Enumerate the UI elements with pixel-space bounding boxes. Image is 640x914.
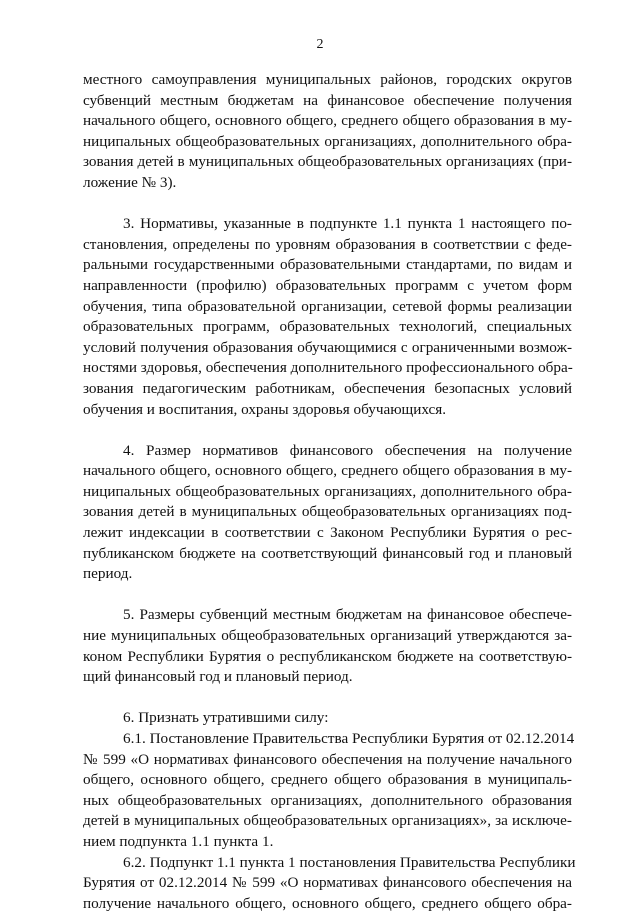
- text-line: ных общеобразовательных организациях, дополнительного образования: [83, 791, 572, 809]
- text-line: период.: [83, 565, 133, 583]
- text-line: обучения, типа образовательной организации, сетевой формы реализации: [83, 297, 572, 315]
- text-line: лежит индексации в соответствии с Законом Республики Бурятия о рес-: [83, 524, 572, 542]
- text-line: общего, основного общего, среднего общего образования в муниципаль-: [83, 771, 572, 789]
- text-line: ральными государственными образовательными стандартами, по видам и: [83, 256, 572, 274]
- text-line: становления, определены по уровням образования в соответствии с феде-: [83, 235, 572, 253]
- text-line: зования детей в муниципальных общеобразовательных организациях под-: [83, 503, 572, 521]
- text-line: 3. Нормативы, указанные в подпункте 1.1 пункта 1 настоящего по-: [123, 215, 572, 233]
- document-body: [83, 70, 576, 914]
- text-line: 4. Размер нормативов финансового обеспечения на получение: [123, 441, 572, 459]
- paragraph-item-5: [83, 605, 572, 687]
- text-line: 5. Размеры субвенций местным бюджетам на финансовое обеспече-: [123, 606, 572, 624]
- text-line: 6. Признать утратившими силу:: [123, 709, 329, 727]
- text-line: начального общего, основного общего, среднего общего образования в му-: [83, 462, 572, 480]
- text-line: начального общего, основного общего, среднего общего образования в му-: [83, 112, 572, 130]
- text-line: зования педагогическим работникам, обеспечения безопасных условий: [83, 379, 572, 397]
- text-line: обучения и воспитания, охраны здоровья обучающихся.: [83, 400, 447, 418]
- text-line: ние муниципальных общеобразовательных организаций утверждаются за-: [83, 627, 572, 645]
- text-line: субвенций местным бюджетам на финансовое обеспечение получения: [83, 91, 572, 109]
- text-line: ниципальных общеобразовательных организациях, дополнительного обра-: [83, 482, 572, 500]
- text-line: ностями здоровья, обеспечения дополнительного профессионального обра-: [83, 359, 573, 377]
- text-line: получение начального общего, основного общего, среднего общего обра-: [83, 894, 572, 912]
- paragraph-item-6: [83, 708, 572, 729]
- text-line: публиканском бюджете на соответствующий финансовый год и плановый: [83, 544, 572, 562]
- text-line: коном Республики Бурятия о республиканском бюджете на соответствую-: [83, 647, 572, 665]
- text-line: 6.1. Постановление Правительства Республики Бурятия от 02.12.2014: [123, 730, 575, 747]
- paragraph-item-3: [83, 214, 572, 420]
- text-line: ложение № 3).: [83, 173, 177, 191]
- text-line: 6.2. Подпункт 1.1 пункта 1 постановления Правительства Республики: [123, 853, 576, 871]
- text-line: Бурятия от 02.12.2014 № 599 «О нормативах финансового обеспечения на: [83, 874, 572, 892]
- text-line: направленности (профилю) образовательных программ с учетом форм: [83, 276, 572, 294]
- text-line: местного самоуправления муниципальных районов, городских округов: [83, 71, 572, 88]
- text-line: детей в муниципальных общеобразовательных организациях», за исключе-: [83, 812, 572, 830]
- text-line: образовательных программ, образовательных технологий, специальных: [83, 318, 572, 336]
- text-line: зования детей в муниципальных общеобразовательных организациях (при-: [83, 153, 572, 171]
- text-line: условий получения образования обучающимися с ограниченными возмож-: [83, 338, 572, 356]
- paragraph-item-6-1: [83, 729, 575, 853]
- paragraph-continuation: [83, 70, 572, 194]
- page-number: 2: [316, 37, 324, 52]
- text-line: щий финансовый год и плановый период.: [83, 668, 353, 686]
- text-line: ниципальных общеобразовательных организациях, дополнительного обра-: [83, 132, 572, 150]
- text-line: нием подпункта 1.1 пункта 1.: [83, 832, 274, 850]
- paragraph-item-4: [83, 441, 572, 585]
- text-line: № 599 «О нормативах финансового обеспечения на получение начального: [83, 750, 572, 768]
